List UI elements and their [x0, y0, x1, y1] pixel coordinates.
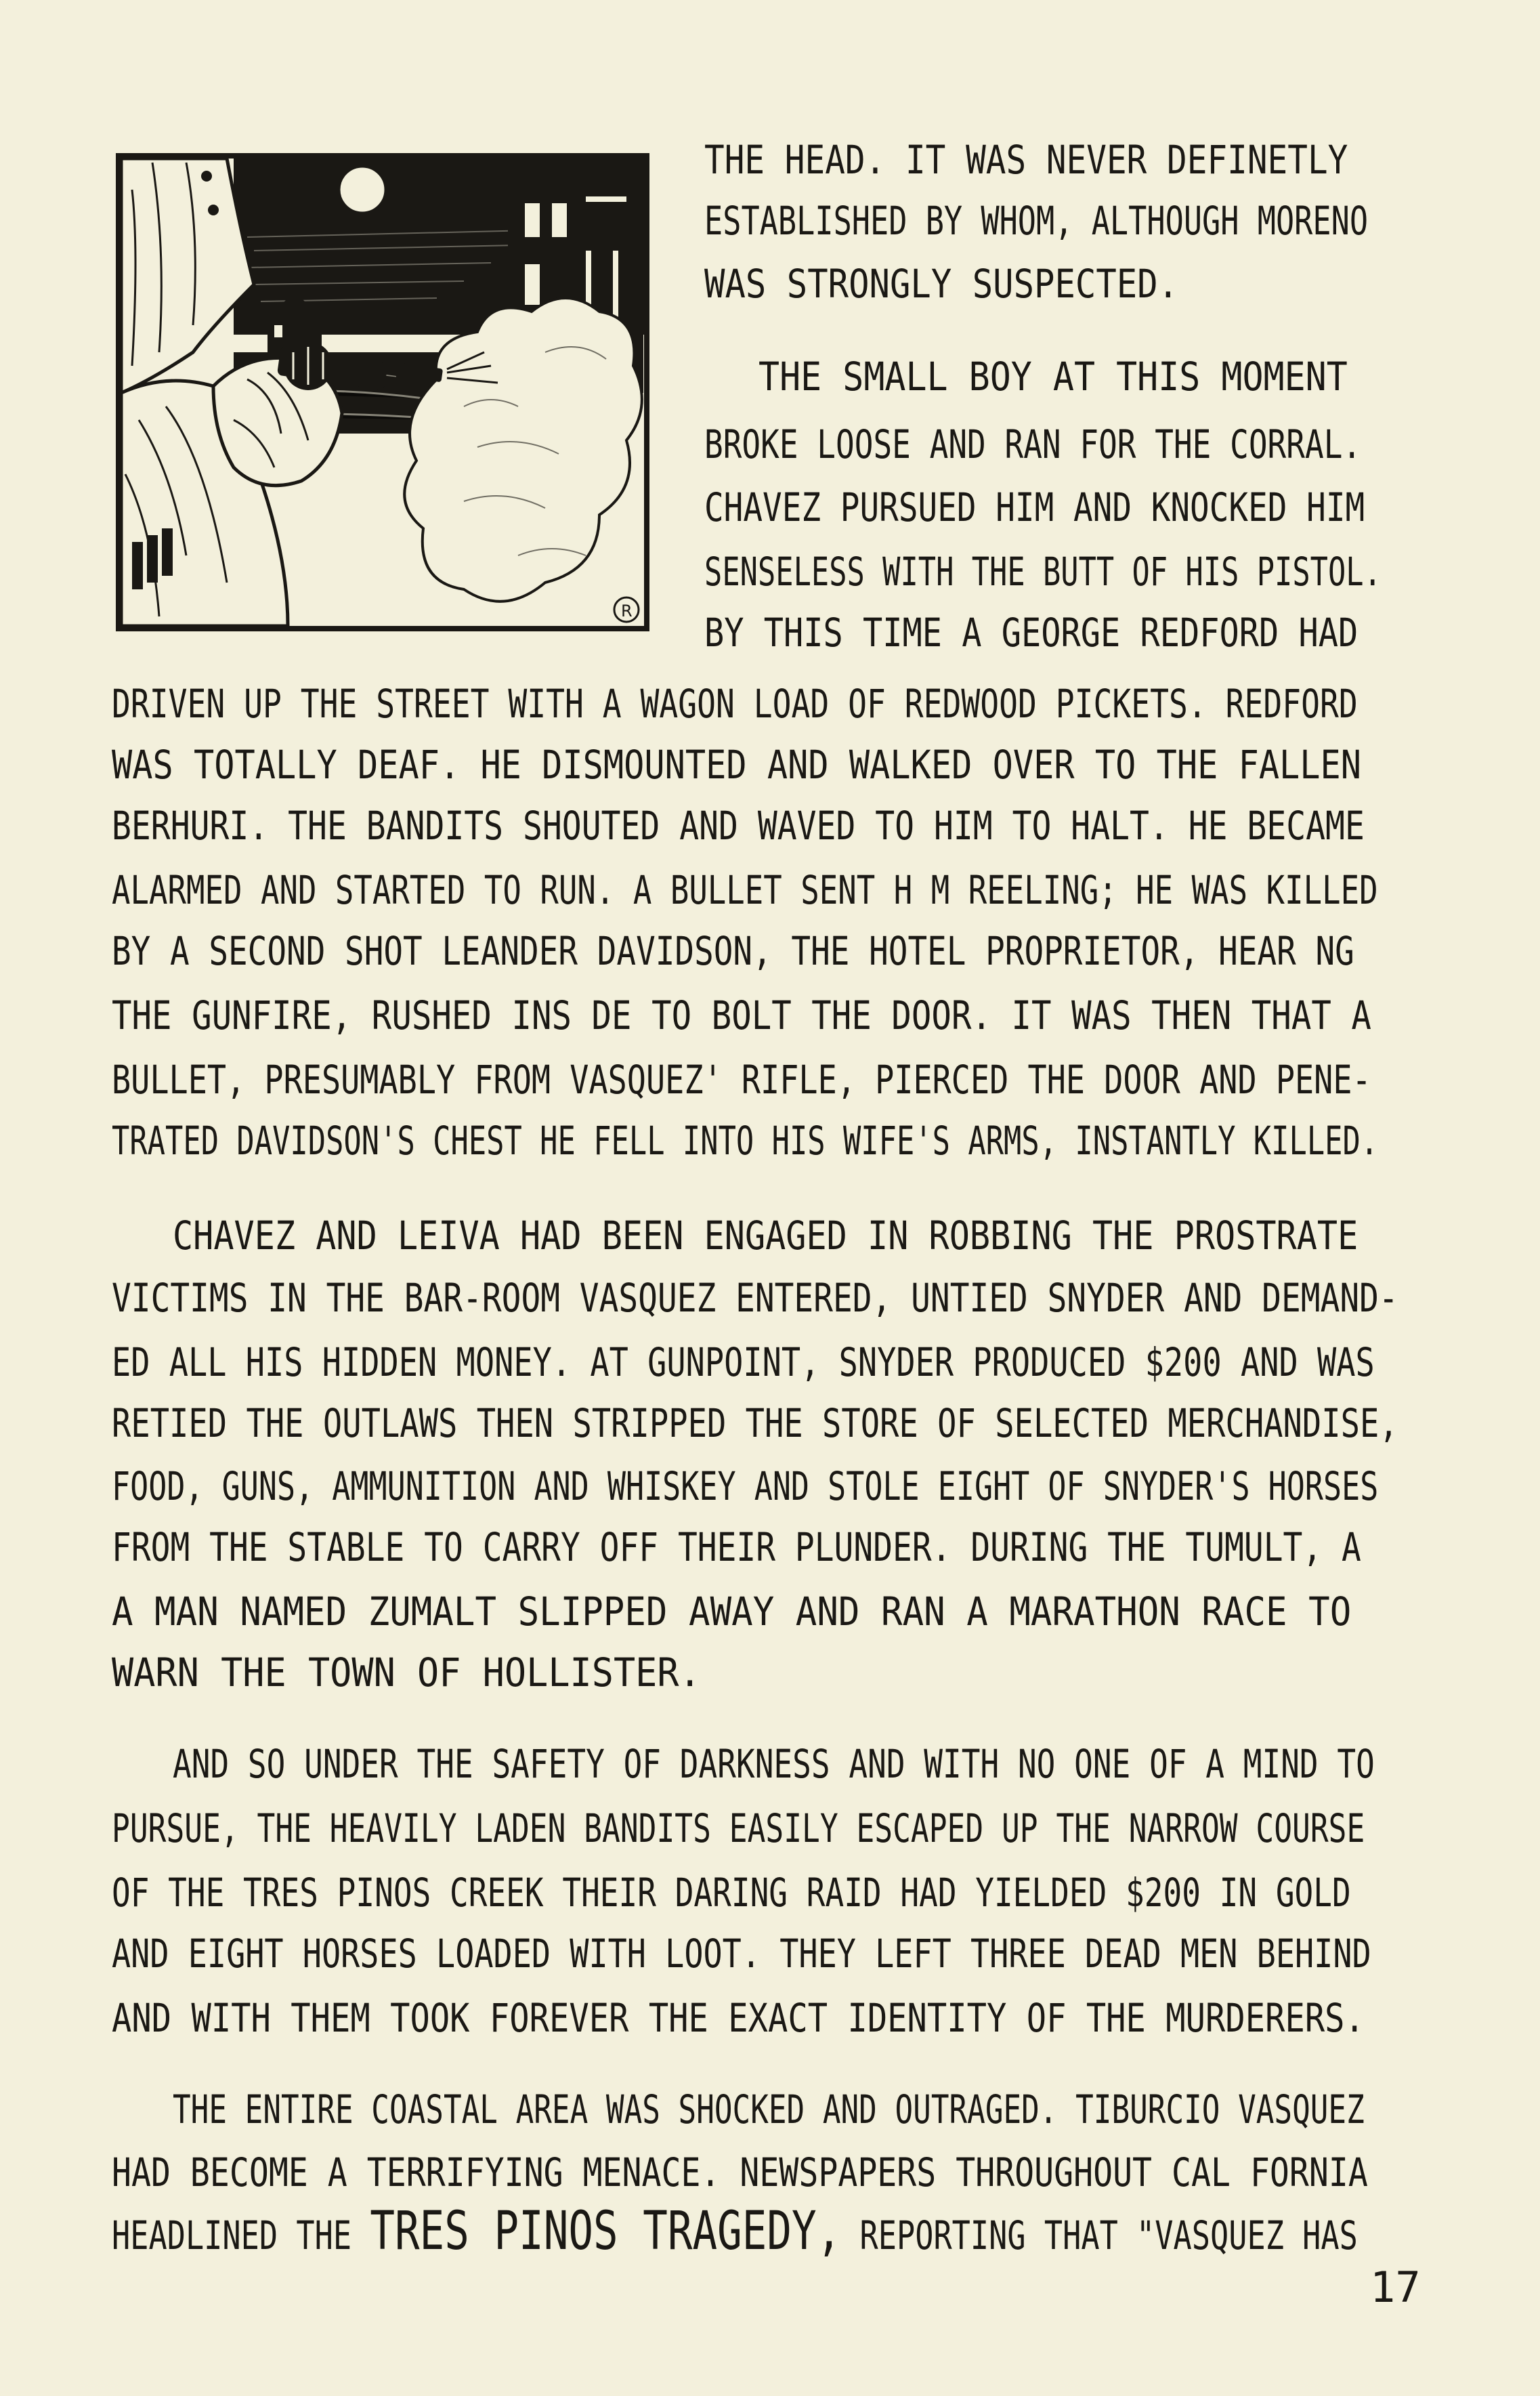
text-line: THE SMALL BOY AT THIS MOMENT	[758, 354, 1348, 400]
artist-signature: R	[621, 602, 633, 621]
text-line: WAS STRONGLY SUSPECTED.	[704, 261, 1179, 307]
gunfire-illustration-icon	[112, 149, 654, 637]
page-number: 17	[1370, 2263, 1421, 2312]
text-line: WAS TOTALLY DEAF. HE DISMOUNTED AND WALKED OVER TO THE FALLEN	[112, 742, 1362, 788]
text-line: FROM THE STABLE TO CARRY OFF THEIR PLUNDER. DURING THE TUMULT, A	[112, 1524, 1361, 1570]
text-line: PURSUE, THE HEAVILY LADEN BANDITS EASILY ESCAPED UP THE NARROW COURSE	[112, 1805, 1365, 1851]
text-line: RETIED THE OUTLAWS THEN STRIPPED THE STORE OF SELECTED MERCHANDISE,	[112, 1400, 1398, 1446]
text-line: BULLET, PRESUMABLY FROM VASQUEZ' RIFLE, PIERCED THE DOOR AND PENE-	[112, 1057, 1371, 1103]
text-line: THE HEAD. IT WAS NEVER DEFINETLY	[704, 137, 1348, 183]
text-line-headline	[112, 2201, 1358, 2262]
text-line: FOOD, GUNS, AMMUNITION AND WHISKEY AND STOLE EIGHT OF SNYDER'S HORSES	[112, 1463, 1379, 1509]
text-line: BY THIS TIME A GEORGE REDFORD HAD	[704, 610, 1359, 656]
text-line: SENSELESS WITH THE BUTT OF HIS PISTOL.	[704, 549, 1382, 595]
text-line: HAD BECOME A TERRIFYING MENACE. NEWSPAPERS THROUGHOUT CAL FORNIA	[112, 2149, 1368, 2195]
text-line: WARN THE TOWN OF HOLLISTER.	[112, 1649, 701, 1696]
text-line: DRIVEN UP THE STREET WITH A WAGON LOAD OF REDWOOD PICKETS. REDFORD	[112, 681, 1358, 727]
text-line: ESTABLISHED BY WHOM, ALTHOUGH MORENO	[704, 198, 1369, 244]
text-line: THE GUNFIRE, RUSHED INS DE TO BOLT THE DOOR. IT WAS THEN THAT A	[112, 992, 1371, 1038]
text-line: ED ALL HIS HIDDEN MONEY. AT GUNPOINT, SNYDER PRODUCED $200 AND WAS	[112, 1339, 1375, 1385]
text-line: THE ENTIRE COASTAL AREA WAS SHOCKED AND OUTRAGED. TIBURCIO VASQUEZ	[173, 2086, 1365, 2132]
headline-trail: REPORTING THAT "VASQUEZ HAS	[859, 2212, 1358, 2258]
text-line: AND SO UNDER THE SAFETY OF DARKNESS AND WITH NO ONE OF A MIND TO	[173, 1741, 1375, 1787]
text-line: BROKE LOOSE AND RAN FOR THE CORRAL.	[704, 421, 1362, 467]
headline-tres-pinos-tragedy: TRES PINOS TRAGEDY,	[370, 2201, 842, 2262]
text-line: AND EIGHT HORSES LOADED WITH LOOT. THEY LEFT THREE DEAD MEN BEHIND	[112, 1931, 1371, 1977]
text-line: BERHURI. THE BANDITS SHOUTED AND WAVED TO HIM TO HALT. HE BECAME	[112, 803, 1365, 849]
text-line: ALARMED AND STARTED TO RUN. A BULLET SENT H M REELING; HE WAS KILLED	[112, 867, 1378, 913]
text-line: A MAN NAMED ZUMALT SLIPPED AWAY AND RAN A MARATHON RACE TO	[112, 1589, 1352, 1635]
text-line: CHAVEZ AND LEIVA HAD BEEN ENGAGED IN ROBBING THE PROSTRATE	[173, 1213, 1359, 1259]
text-line: OF THE TRES PINOS CREEK THEIR DARING RAID HAD YIELDED $200 IN GOLD	[112, 1870, 1351, 1916]
text-line: CHAVEZ PURSUED HIM AND KNOCKED HIM	[704, 484, 1365, 530]
text-line: BY A SECOND SHOT LEANDER DAVIDSON, THE HOTEL PROPRIETOR, HEAR NG	[112, 928, 1354, 974]
text-line: VICTIMS IN THE BAR-ROOM VASQUEZ ENTERED, UNTIED SNYDER AND DEMAND-	[112, 1275, 1398, 1321]
text-line: AND WITH THEM TOOK FOREVER THE EXACT IDENTITY OF THE MURDERERS.	[112, 1995, 1365, 2041]
headline-lead: HEADLINED THE	[112, 2212, 352, 2258]
text-line: TRATED DAVIDSON'S CHEST HE FELL INTO HIS WIFE'S ARMS, INSTANTLY KILLED.	[112, 1118, 1379, 1164]
